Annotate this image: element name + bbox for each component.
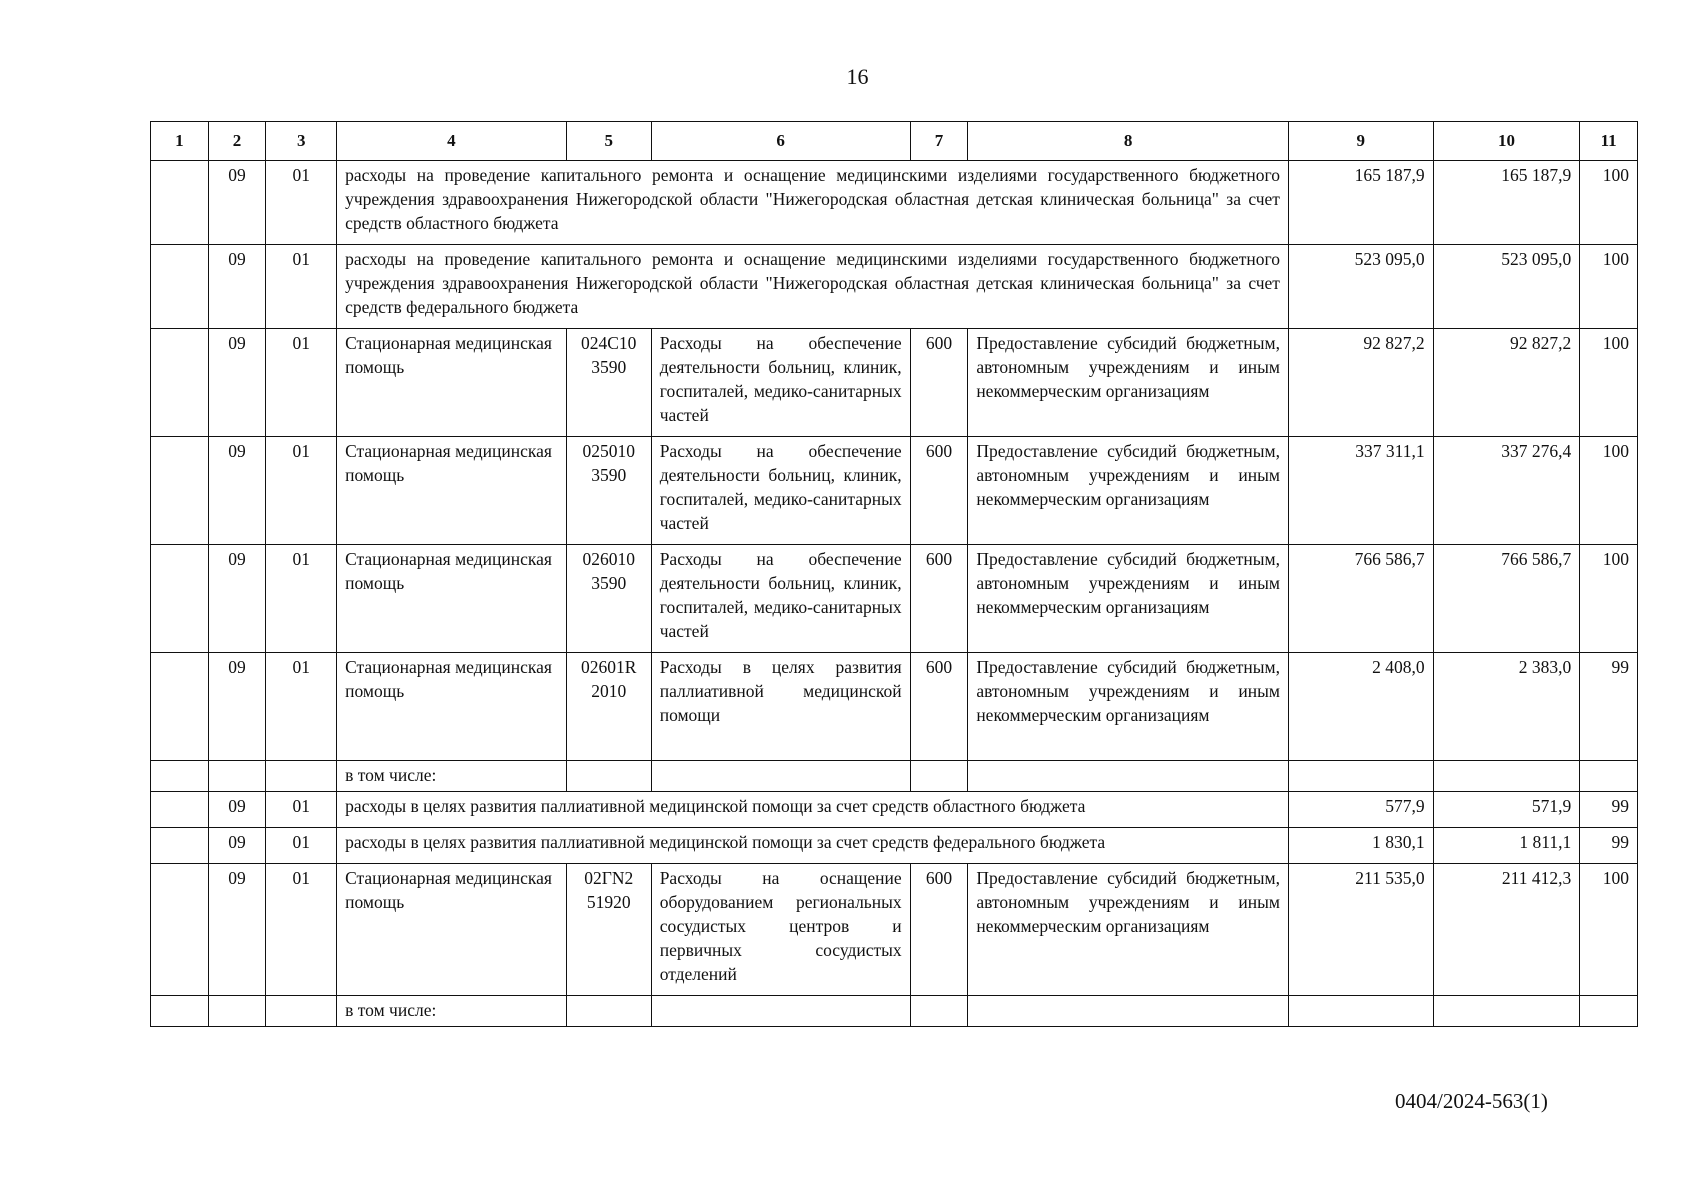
cell-plan: 211 535,0 [1288,864,1433,996]
cell-expense-code [910,761,968,792]
cell-subsection-name: Стационарная медицинская помощь [337,864,567,996]
cell-percent [1580,996,1638,1027]
cell-subsection: 01 [266,653,337,761]
cell-description: расходы в целях развития паллиативной медицинской помощи за счет средств федерального бюджета [337,828,1289,864]
cell-expense-code: 600 [910,864,968,996]
cell-target-name: Расходы на обеспечение деятельности больниц, клиник, госпиталей, медико-санитарных частей [651,437,910,545]
column-header: 2 [208,122,266,161]
cell-subsection: 01 [266,828,337,864]
cell-col1 [151,864,209,996]
cell-target-code: 025010 3590 [566,437,651,545]
cell-subsection [266,761,337,792]
cell-subsection-name: Стационарная медицинская помощь [337,329,567,437]
cell-fact: 337 276,4 [1433,437,1580,545]
cell-percent: 100 [1580,864,1638,996]
table-row [151,245,1638,329]
cell-target-name [651,761,910,792]
cell-col1 [151,828,209,864]
cell-col1 [151,437,209,545]
cell-plan: 2 408,0 [1288,653,1433,761]
cell-percent: 100 [1580,437,1638,545]
table-row [151,161,1638,245]
cell-section [208,761,266,792]
cell-expense-name: Предоставление субсидий бюджетным, автономным учреждениям и иным некоммерческим организациям [968,864,1289,996]
cell-description: расходы в целях развития паллиативной медицинской помощи за счет средств областного бюджета [337,792,1289,828]
cell-expense-name [968,996,1289,1027]
cell-percent: 99 [1580,792,1638,828]
cell-subsection [266,996,337,1027]
cell-percent: 99 [1580,828,1638,864]
cell-col1 [151,545,209,653]
budget-table [150,121,1638,1027]
cell-col1 [151,996,209,1027]
cell-description: расходы на проведение капитального ремонта и оснащение медицинскими изделиями государственного бюджетного учреждения здравоохранения Нижегородской области "Нижегородская областная детская клиническая больница" за счет средств областного бюджета [337,161,1289,245]
cell-plan: 165 187,9 [1288,161,1433,245]
cell-section: 09 [208,545,266,653]
table-row [151,761,1638,792]
cell-fact [1433,761,1580,792]
cell-col1 [151,329,209,437]
cell-plan: 337 311,1 [1288,437,1433,545]
cell-subsection: 01 [266,329,337,437]
cell-subsection-name: Стационарная медицинская помощь [337,437,567,545]
cell-section: 09 [208,245,266,329]
table-row [151,792,1638,828]
cell-percent: 100 [1580,245,1638,329]
cell-fact: 571,9 [1433,792,1580,828]
cell-subsection: 01 [266,245,337,329]
cell-plan: 523 095,0 [1288,245,1433,329]
table-row [151,329,1638,437]
cell-fact [1433,996,1580,1027]
cell-subsection: 01 [266,437,337,545]
cell-expense-code: 600 [910,545,968,653]
cell-expense-name: Предоставление субсидий бюджетным, автономным учреждениям и иным некоммерческим организациям [968,329,1289,437]
cell-target-code: 024С10 3590 [566,329,651,437]
table-row [151,864,1638,996]
cell-plan [1288,996,1433,1027]
header-row [151,122,1638,161]
cell-plan [1288,761,1433,792]
cell-target-name [651,996,910,1027]
cell-subsection: 01 [266,545,337,653]
cell-expense-code [910,996,968,1027]
cell-section: 09 [208,828,266,864]
cell-col1 [151,792,209,828]
column-header: 9 [1288,122,1433,161]
cell-expense-code: 600 [910,653,968,761]
column-header: 3 [266,122,337,161]
cell-plan: 92 827,2 [1288,329,1433,437]
cell-plan: 766 586,7 [1288,545,1433,653]
cell-target-name: Расходы на обеспечение деятельности больниц, клиник, госпиталей, медико-санитарных частей [651,545,910,653]
cell-fact: 92 827,2 [1433,329,1580,437]
cell-fact: 523 095,0 [1433,245,1580,329]
cell-percent: 100 [1580,329,1638,437]
cell-section: 09 [208,792,266,828]
cell-percent [1580,761,1638,792]
column-header: 7 [910,122,968,161]
cell-expense-name: Предоставление субсидий бюджетным, автономным учреждениям и иным некоммерческим организациям [968,653,1289,761]
cell-subsection: 01 [266,161,337,245]
cell-col1 [151,161,209,245]
cell-fact: 165 187,9 [1433,161,1580,245]
column-header: 10 [1433,122,1580,161]
cell-target-name: Расходы в целях развития паллиативной медицинской помощи [651,653,910,761]
cell-target-name: Расходы на обеспечение деятельности больниц, клиник, госпиталей, медико-санитарных частей [651,329,910,437]
column-header: 4 [337,122,567,161]
table-row [151,653,1638,761]
cell-target-code [566,996,651,1027]
cell-fact: 766 586,7 [1433,545,1580,653]
table-row [151,545,1638,653]
cell-col1 [151,761,209,792]
cell-fact: 1 811,1 [1433,828,1580,864]
table-row [151,828,1638,864]
table-row [151,437,1638,545]
column-header: 5 [566,122,651,161]
cell-expense-name [968,761,1289,792]
cell-percent: 100 [1580,161,1638,245]
page-number: 16 [846,64,869,89]
cell-target-code: 026010 3590 [566,545,651,653]
cell-subsection: 01 [266,792,337,828]
cell-section: 09 [208,329,266,437]
cell-section: 09 [208,437,266,545]
cell-description: расходы на проведение капитального ремонта и оснащение медицинскими изделиями государственного бюджетного учреждения здравоохранения Нижегородской области "Нижегородская областная детская клиническая больница" за счет средств федерального бюджета [337,245,1289,329]
cell-col1 [151,653,209,761]
cell-expense-name: Предоставление субсидий бюджетным, автономным учреждениям и иным некоммерческим организациям [968,545,1289,653]
cell-fact: 2 383,0 [1433,653,1580,761]
column-header: 1 [151,122,209,161]
cell-expense-code: 600 [910,437,968,545]
cell-fact: 211 412,3 [1433,864,1580,996]
cell-plan: 577,9 [1288,792,1433,828]
cell-expense-code: 600 [910,329,968,437]
cell-percent: 99 [1580,653,1638,761]
document-code: 0404/2024-563(1) [1395,1089,1548,1113]
cell-expense-name: Предоставление субсидий бюджетным, автономным учреждениям и иным некоммерческим организациям [968,437,1289,545]
column-header: 11 [1580,122,1638,161]
column-header: 6 [651,122,910,161]
cell-subsection-name: Стационарная медицинская помощь [337,545,567,653]
cell-subsection-name: Стационарная медицинская помощь [337,653,567,761]
cell-section: 09 [208,161,266,245]
cell-col1 [151,245,209,329]
cell-plan: 1 830,1 [1288,828,1433,864]
cell-percent: 100 [1580,545,1638,653]
cell-including-label: в том числе: [337,761,567,792]
cell-section: 09 [208,864,266,996]
cell-section: 09 [208,653,266,761]
cell-including-label: в том числе: [337,996,567,1027]
cell-target-code: 02ГN2 51920 [566,864,651,996]
cell-target-code: 02601R 2010 [566,653,651,761]
cell-target-name: Расходы на оснащение оборудованием региональных сосудистых центров и первичных сосудистых отделений [651,864,910,996]
cell-target-code [566,761,651,792]
column-header: 8 [968,122,1289,161]
table-row [151,996,1638,1027]
cell-subsection: 01 [266,864,337,996]
cell-section [208,996,266,1027]
